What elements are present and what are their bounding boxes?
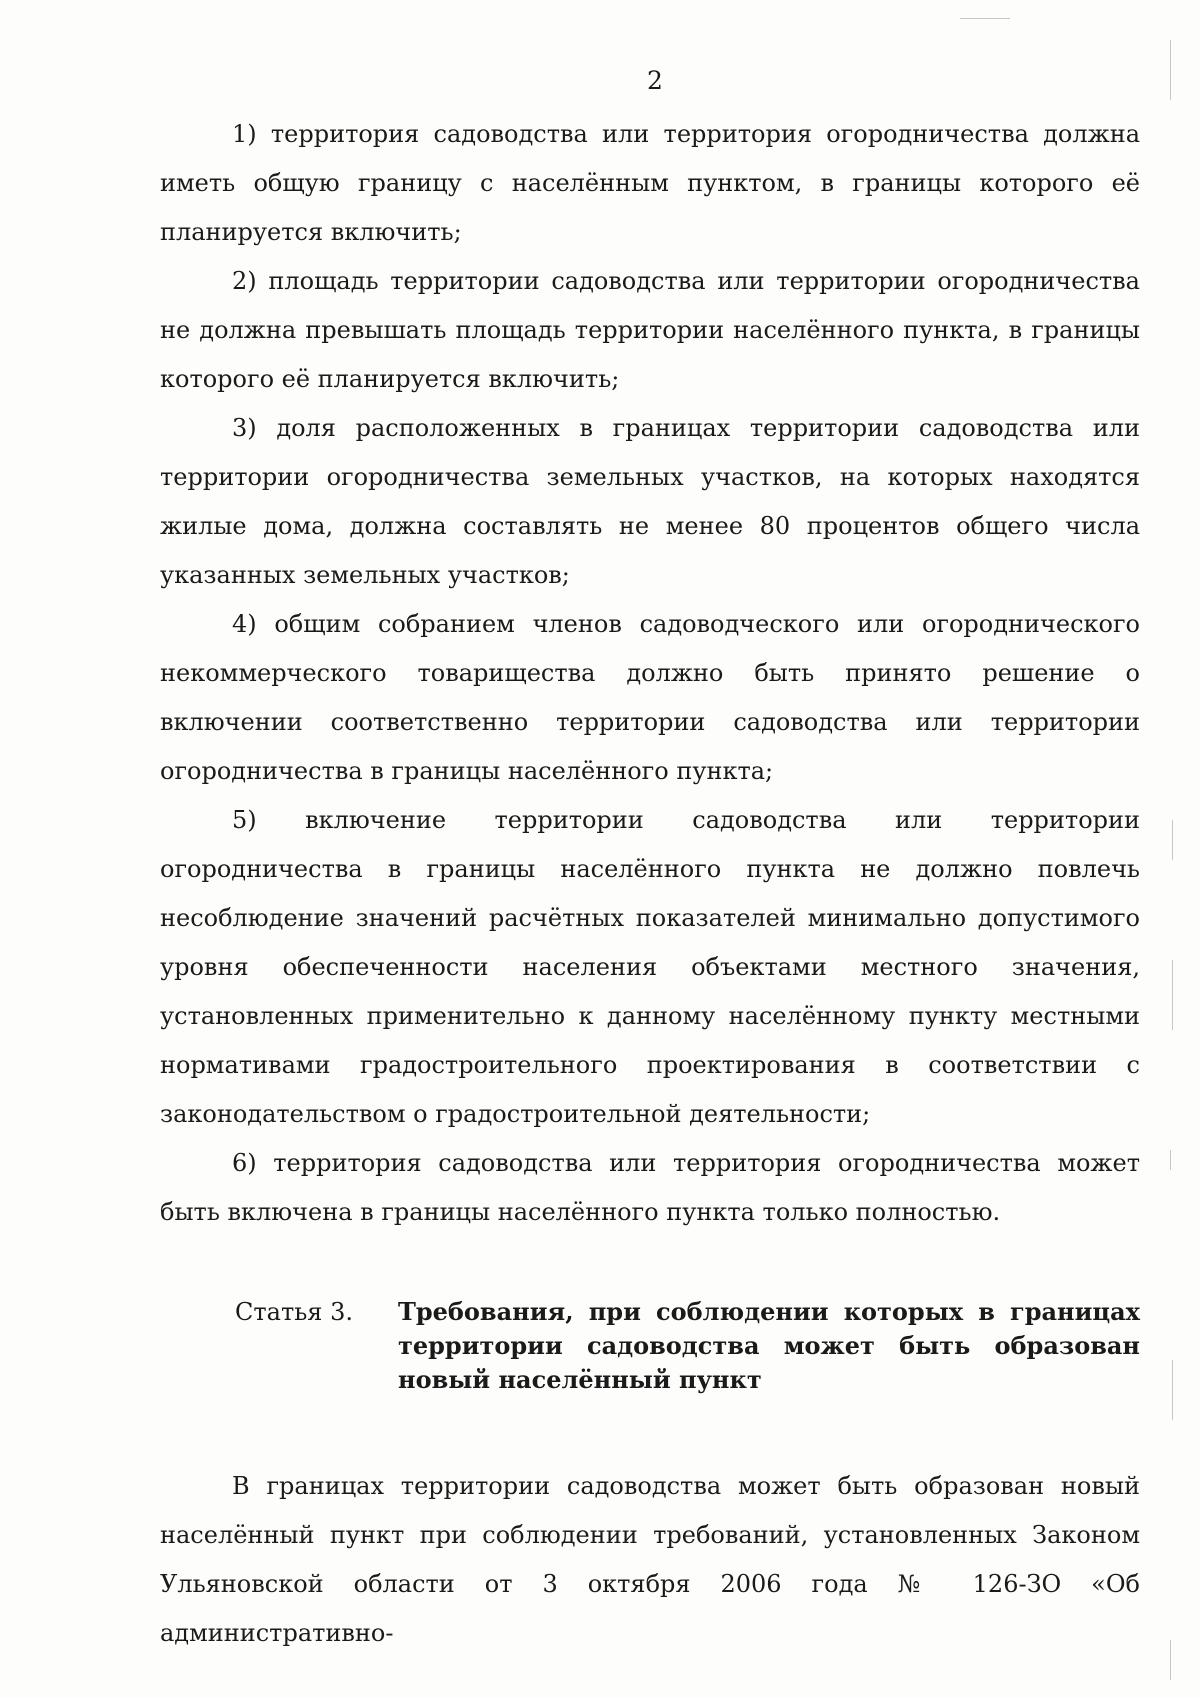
article-body <box>160 1462 1140 1658</box>
scan-edge-mark <box>960 18 1010 19</box>
scan-edge-mark <box>1172 960 1173 1030</box>
requirement-item-5: 5) включение территории садоводства или территории огородничества в границы населённого пункта не должно повлечь несоблюдение значений расчётных показателей минимально допустимого уровня обеспеченности населения объектами местного значения, установленных применительно к данному населённому пункту местными нормативами градостроительного проектирования в соответствии с законодательством о градостроительной деятельности; <box>160 806 1140 1128</box>
requirement-item-6: 6) территория садоводства или территория огородничества может быть включена в границы населённого пункта только полностью. <box>160 1149 1140 1226</box>
scan-edge-mark <box>1172 1360 1173 1420</box>
scan-edge-mark <box>1170 1640 1171 1680</box>
article-title: Требования, при соблюдении которых в границах территории садоводства может быть образован новый населённый пункт <box>398 1297 1140 1394</box>
article-heading <box>235 1295 1140 1397</box>
page-number: 2 <box>647 66 663 95</box>
scan-edge-mark <box>1170 40 1171 100</box>
requirement-item-1: 1) территория садоводства или территория огородничества должна иметь общую границу с населённым пунктом, в границы которого её планируется включить; <box>160 120 1140 246</box>
requirements-list <box>160 110 1140 1237</box>
scan-edge-mark <box>1170 1150 1171 1170</box>
closing-paragraph: В границах территории садоводства может быть образован новый населённый пункт при соблюдении требований, установленных Законом Ульяновской области от 3 октября 2006 года № 126-ЗО «Об административно- <box>160 1472 1140 1647</box>
requirement-item-2: 2) площадь территории садоводства или территории огородничества не должна превышать площадь территории населённого пункта, в границы которого её планируется включить; <box>160 267 1140 393</box>
scan-edge-mark <box>1172 820 1173 860</box>
article-label: Статья 3. <box>235 1298 353 1326</box>
requirement-item-4: 4) общим собранием членов садоводческого или огороднического некоммерческого товарищества должно быть принято решение о включении соответственно территории садоводства или территории огородничества в границы населённого пункта; <box>160 610 1140 785</box>
requirement-item-3: 3) доля расположенных в границах территории садоводства или территории огородничества земельных участков, на которых находятся жилые дома, должна составлять не менее 80 процентов общего числа указанных земельных участков; <box>160 414 1140 589</box>
